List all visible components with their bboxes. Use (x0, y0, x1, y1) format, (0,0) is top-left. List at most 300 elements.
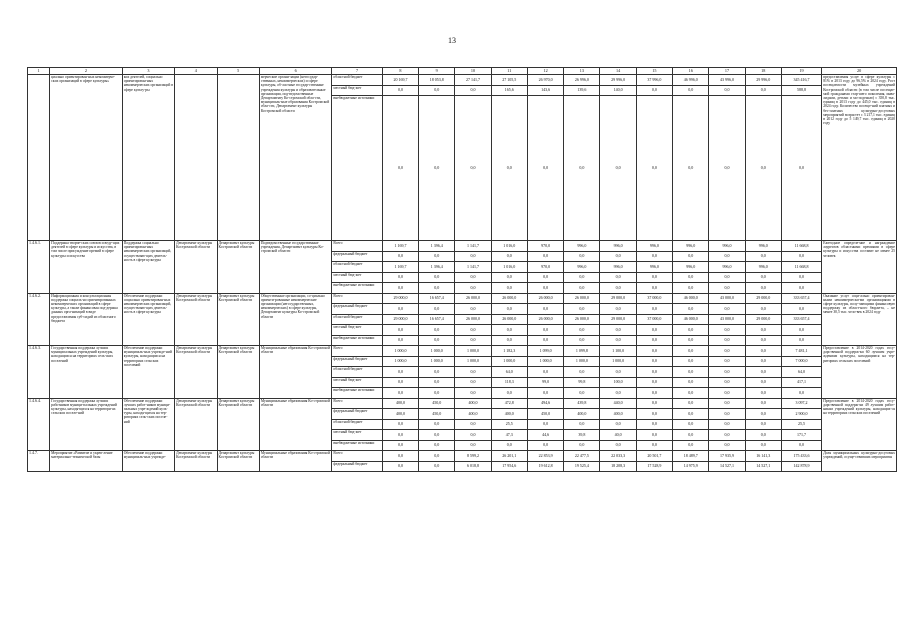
funding-value: 7 000,0 (781, 356, 821, 367)
funding-value: 0,0 (491, 325, 527, 336)
funding-value: 0,0 (709, 325, 745, 336)
funding-value: 0,0 (455, 272, 491, 283)
funding-value: 0,0 (419, 85, 455, 96)
funding-value: 0,0 (527, 388, 563, 399)
funding-value: 0,0 (781, 272, 821, 283)
funding-value: 0,0 (527, 272, 563, 283)
funding-value: 0,0 (600, 440, 636, 451)
funding-value: 0,0 (382, 419, 418, 430)
funding-value: 1 100,0 (600, 346, 636, 357)
funding-value: 22 033,3 (600, 451, 636, 462)
funding-source: Всего (332, 451, 382, 462)
funding-value: 26 000,0 (527, 293, 563, 304)
funding-value: 996,0 (636, 241, 672, 252)
item-method: Поддержка социально ориентирован-ных некоммерческих организаций, осуществляю-щих деятель-ность в сфере культуры (122, 241, 174, 294)
funding-value: 0,0 (600, 335, 636, 346)
funding-value: 0,0 (564, 419, 600, 430)
funding-value: 494,6 (527, 398, 563, 409)
item-coexecutor: Департамент культуры Костромской области (217, 293, 259, 346)
funding-value: 0,0 (527, 283, 563, 294)
funding-value: 0,0 (673, 272, 709, 283)
item-name: Информационная и консультационная поддержка социаль-но ориентированных некоммерческих организаций в сфере культуры, а также финансовая под-держка данных орга-низаций в виде предоставления суб-сидий из областного бюджета (50, 293, 123, 346)
funding-value: 0,0 (781, 325, 821, 336)
funding-value: 0,0 (382, 335, 418, 346)
funding-value: 46 000,0 (673, 293, 709, 304)
funding-value: 46 000,0 (673, 314, 709, 325)
funding-value: 996,0 (745, 241, 781, 252)
funding-value: 0,0 (745, 96, 781, 241)
funding-value: 440,0 (600, 398, 636, 409)
funding-value: 0,0 (636, 377, 672, 388)
funding-value: 0,0 (419, 335, 455, 346)
funding-value: 0,0 (491, 96, 527, 241)
funding-value: 0,0 (382, 251, 418, 262)
funding-value: 0,0 (564, 367, 600, 378)
funding-value: 29 996,0 (600, 75, 636, 86)
funding-value: 0,0 (600, 283, 636, 294)
item-name: Мероприятие «Развитие и укреп-ление материально-технической базы (50, 451, 123, 472)
funding-value: 333 657,4 (781, 314, 821, 325)
funding-row (28, 398, 897, 409)
funding-value: 0,0 (745, 85, 781, 96)
funding-value: 0,0 (709, 251, 745, 262)
funding-value: 996,0 (600, 241, 636, 252)
funding-value: 1 396,4 (419, 262, 455, 273)
item-executor: Департамент культуры Костромской области (175, 293, 217, 346)
funding-value: 1 016,0 (491, 262, 527, 273)
funding-row (28, 346, 897, 357)
funding-source: Всего (332, 398, 382, 409)
funding-value: 29 000,0 (745, 314, 781, 325)
item-executor: Департамент культуры Костромской области (175, 346, 217, 399)
funding-value: 0,0 (600, 367, 636, 378)
funding-source: областной бюджет (332, 314, 382, 325)
funding-source: местный бюд-жет (332, 430, 382, 441)
column-number: 14 (600, 68, 636, 75)
funding-value: 0,0 (564, 272, 600, 283)
column-number: 20 (822, 68, 897, 75)
funding-value: 1 099,0 (527, 346, 563, 357)
funding-value: 0,0 (709, 335, 745, 346)
funding-value: 11 668,8 (781, 241, 821, 252)
funding-value: 0,0 (600, 96, 636, 241)
funding-value: 0,0 (419, 388, 455, 399)
funding-value: 0,0 (527, 335, 563, 346)
funding-value: 43 996,0 (709, 75, 745, 86)
funding-value: 142 878,9 (781, 461, 821, 472)
funding-value: 1 000,0 (382, 346, 418, 357)
column-number: 16 (673, 68, 709, 75)
funding-value: 37 000,0 (636, 293, 672, 304)
funding-value: 0,0 (527, 419, 563, 430)
funding-value: 0,0 (382, 430, 418, 441)
funding-value: 0,0 (419, 377, 455, 388)
funding-value: 0,0 (491, 440, 527, 451)
funding-value: 0,0 (636, 251, 672, 262)
funding-value: 0,0 (745, 398, 781, 409)
funding-value: 1 000,0 (491, 356, 527, 367)
funding-value: 400,0 (455, 409, 491, 420)
funding-value: 0,0 (745, 377, 781, 388)
funding-source: местный бюд-жет (332, 377, 382, 388)
funding-value: 0,0 (781, 304, 821, 315)
funding-value: 0,0 (527, 251, 563, 262)
funding-value: 0,0 (600, 388, 636, 399)
funding-value: 0,0 (673, 96, 709, 241)
funding-value: 0,0 (745, 388, 781, 399)
funding-value: 0,0 (636, 409, 672, 420)
funding-value: 0,0 (636, 388, 672, 399)
funding-value: 450,0 (419, 398, 455, 409)
funding-value: 0,0 (745, 430, 781, 441)
funding-source: федеральный бюджет (332, 356, 382, 367)
column-number: 3 (122, 68, 174, 75)
funding-value: 16 141,3 (745, 451, 781, 462)
funding-value: 0,0 (673, 283, 709, 294)
item-coexecutor: Департамент культуры Костромской области (217, 241, 259, 294)
funding-value: 26 000,0 (491, 293, 527, 304)
column-number-row (28, 68, 897, 75)
column-number: 9 (419, 68, 455, 75)
funding-value: 46 996,0 (673, 75, 709, 86)
funding-value: 99,8 (564, 377, 600, 388)
funding-value: 171,7 (781, 430, 821, 441)
funding-source: внебюджетные источники (332, 440, 382, 451)
funding-value: 1 182,3 (491, 346, 527, 357)
funding-value: 996,0 (600, 262, 636, 273)
funding-value: 0,0 (636, 325, 672, 336)
funding-value: 0,0 (455, 440, 491, 451)
funding-value: 43 000,0 (709, 293, 745, 304)
funding-value: 0,0 (491, 304, 527, 315)
funding-value: 0,0 (382, 96, 418, 241)
item-code (28, 75, 50, 241)
funding-value: 14 527,1 (745, 461, 781, 472)
funding-source: местный бюд-жет (332, 85, 382, 96)
item-participants: мерческие органи-зации (негосудар-ственных, некоммерческих) и сфере культуры, об-ластные государ-ственные учреждения культуры и образовательные организации, под-ведомственные Департаменту Ко-стромской обла-сти, муниципаль-ные образования Костромской обла-сти, Департамент культуры Костромской области (259, 75, 332, 241)
funding-value: 0,0 (527, 96, 563, 241)
funding-value: 996,0 (673, 262, 709, 273)
item-executor: Департамент культуры Костромской области (175, 451, 217, 472)
item-executor: Департамент культуры Костромской области (175, 398, 217, 451)
funding-source: Всего (332, 346, 382, 357)
column-number: 12 (527, 68, 563, 75)
funding-value: 0,0 (455, 367, 491, 378)
funding-value: 400,0 (382, 409, 418, 420)
funding-value: 17 954,6 (491, 461, 527, 472)
funding-value: 0,0 (564, 388, 600, 399)
funding-value: 0,0 (745, 325, 781, 336)
funding-value: 0,0 (781, 283, 821, 294)
funding-value: 143,6 (527, 85, 563, 96)
funding-value: 0,0 (709, 346, 745, 357)
funding-value: 0,0 (382, 377, 418, 388)
funding-value: 0,0 (636, 346, 672, 357)
funding-value: 0,0 (673, 251, 709, 262)
funding-value: 0,0 (600, 304, 636, 315)
funding-value: 26 000,0 (564, 293, 600, 304)
funding-source: областной бюджет (332, 262, 382, 273)
expected-result: Предоставление в 2014-2020 годах госу-дарственной поддерж-ки 60 лучшим учре-ждениям культуры, находящимся на тер-риториях сельских поселений (822, 346, 897, 399)
funding-value: 0,0 (781, 96, 821, 241)
funding-value: 1 000,0 (564, 356, 600, 367)
funding-value: 17 935,9 (709, 451, 745, 462)
funding-value: 18 053,8 (419, 75, 455, 86)
funding-value: 0,0 (636, 272, 672, 283)
funding-value: 1 000,0 (419, 346, 455, 357)
funding-value: 0,0 (564, 304, 600, 315)
funding-value: 0,0 (564, 325, 600, 336)
funding-value: 0,0 (745, 251, 781, 262)
funding-source: Всего (332, 293, 382, 304)
expected-result: Ежегодное определе-ние и награждение лауреатов областными премиями в сфере культуры и искусства составит не менее 25 человек (822, 241, 897, 294)
funding-value: 0,0 (673, 85, 709, 96)
funding-source: внебюджетные источники (332, 388, 382, 399)
funding-value: 100,0 (600, 377, 636, 388)
funding-value: 0,0 (673, 419, 709, 430)
item-code: 1.4.7. (28, 451, 50, 472)
funding-value: 0,0 (709, 272, 745, 283)
funding-value: 0,0 (745, 440, 781, 451)
funding-value: 0,0 (600, 272, 636, 283)
funding-value: 0,0 (745, 346, 781, 357)
item-participants: Общественные организации, со-циально ориенти-рованные некоммерческие организации (негосударственных, некоммерческих) в сфере культуры, Департамент культуры Ко-стромской области (259, 293, 332, 346)
column-number: 13 (564, 68, 600, 75)
funding-value: 29 000,0 (600, 314, 636, 325)
expected-result: Доля муниципальных культурно-досуговых учреждений, осуще-ствивших мероприятия (822, 451, 897, 472)
funding-value: 400,0 (382, 398, 418, 409)
funding-value: 0,0 (745, 419, 781, 430)
column-number: 19 (781, 68, 821, 75)
column-number: 7 (332, 68, 382, 75)
funding-value: 26 000,0 (564, 314, 600, 325)
funding-value: 29 000,0 (745, 293, 781, 304)
item-coexecutor (217, 75, 259, 241)
funding-value: 0,0 (745, 367, 781, 378)
funding-value: 64,0 (781, 367, 821, 378)
funding-value: 0,0 (527, 440, 563, 451)
funding-value: 40,0 (600, 430, 636, 441)
funding-value: 39,8 (564, 430, 600, 441)
funding-value: 1 016,0 (491, 241, 527, 252)
funding-value: 0,0 (636, 430, 672, 441)
item-method: Обеспечение поддержки муниципаль-ных учрежде-ний культуры, находящихся на территориях сельских поселений (122, 346, 174, 399)
funding-value: 996,0 (745, 262, 781, 273)
funding-value: 450,0 (419, 409, 455, 420)
column-number: 17 (709, 68, 745, 75)
funding-value: 0,0 (419, 367, 455, 378)
funding-value: 472,8 (491, 398, 527, 409)
column-number: 5 (217, 68, 259, 75)
funding-value: 1 000,0 (527, 356, 563, 367)
funding-value: 2 900,0 (781, 409, 821, 420)
program-table (27, 67, 897, 472)
funding-value: 588,8 (781, 85, 821, 96)
funding-value: 16 657,4 (419, 314, 455, 325)
funding-source: областной бюджет (332, 419, 382, 430)
funding-value: 99,0 (527, 377, 563, 388)
funding-value: 1 169,7 (382, 262, 418, 273)
funding-value: 0,0 (419, 461, 455, 472)
funding-value: 0,0 (709, 419, 745, 430)
funding-value: 0,0 (745, 356, 781, 367)
funding-value: 0,0 (673, 388, 709, 399)
funding-value: 996,0 (564, 241, 600, 252)
funding-value: 26 201,1 (491, 451, 527, 462)
funding-value: 0,0 (382, 272, 418, 283)
funding-value: 0,0 (455, 283, 491, 294)
funding-source: внебюджетные источники (332, 283, 382, 294)
funding-value: 0,0 (745, 409, 781, 420)
funding-value: 0,0 (709, 283, 745, 294)
funding-value: 0,0 (419, 451, 455, 462)
item-method: ких деятелей, социально ориентирован-ных некоммерческих организаций в сфере культу-ры (122, 75, 174, 241)
funding-value: 20 501,7 (636, 451, 672, 462)
funding-value: 0,0 (419, 419, 455, 430)
funding-value: 64,0 (491, 367, 527, 378)
funding-value: 165,6 (491, 85, 527, 96)
funding-value: 0,0 (382, 85, 418, 96)
funding-value: 37 000,0 (636, 314, 672, 325)
funding-value: 0,0 (419, 304, 455, 315)
funding-value: 0,0 (709, 440, 745, 451)
funding-value: 333 657,4 (781, 293, 821, 304)
funding-value: 0,0 (709, 409, 745, 420)
page-number: 13 (448, 36, 456, 45)
funding-value: 0,0 (781, 440, 821, 451)
item-method: Обеспечение поддержки муниципаль-ных учрежде- (122, 451, 174, 472)
funding-source: областной бюджет (332, 367, 382, 378)
funding-value: 0,0 (382, 283, 418, 294)
funding-source: местный бюд-жет (332, 272, 382, 283)
funding-value: 6 018,8 (455, 461, 491, 472)
funding-value: 47,3 (491, 430, 527, 441)
funding-value: 0,0 (636, 283, 672, 294)
funding-source: федеральный бюджет (332, 251, 382, 262)
item-participants: Муниципальные образования Ко-стромской области (259, 451, 332, 472)
column-number: 1 (28, 68, 50, 75)
funding-value: 22 853,9 (527, 451, 563, 462)
funding-value: 0,0 (382, 461, 418, 472)
funding-value: 8 599,2 (455, 451, 491, 462)
funding-value: 400,0 (491, 409, 527, 420)
column-number: 2 (50, 68, 123, 75)
funding-value: 0,0 (709, 96, 745, 241)
funding-value: 1 000,0 (600, 356, 636, 367)
funding-value: 417,1 (781, 377, 821, 388)
funding-source: местный бюд-жет (332, 325, 382, 336)
funding-value: 0,0 (382, 325, 418, 336)
funding-value: 16 657,4 (419, 293, 455, 304)
funding-value: 0,0 (491, 283, 527, 294)
funding-value: 0,0 (673, 325, 709, 336)
funding-value: 139,6 (564, 85, 600, 96)
funding-value: 0,0 (419, 430, 455, 441)
funding-value: 0,0 (491, 335, 527, 346)
funding-value: 0,0 (382, 388, 418, 399)
item-participants: Муниципальные образования Ко-стромской области (259, 346, 332, 399)
funding-value: 0,0 (564, 251, 600, 262)
funding-value: 43 000,0 (709, 314, 745, 325)
funding-value: 0,0 (527, 304, 563, 315)
funding-value: 0,0 (600, 251, 636, 262)
funding-value: 19 612,8 (527, 461, 563, 472)
funding-value: 0,0 (455, 85, 491, 96)
funding-value: 3 097,2 (781, 398, 821, 409)
item-method: Обеспечение поддержки социально ориентирован-ных некоммерческих организаций, осуществляю-щих деятель-ность в сфере культуры (122, 293, 174, 346)
funding-value: 0,0 (382, 440, 418, 451)
funding-value: 0,0 (673, 356, 709, 367)
funding-value: 11 668,8 (781, 262, 821, 273)
funding-value: 14 975,9 (673, 461, 709, 472)
funding-value: 0,0 (636, 440, 672, 451)
funding-value: 0,0 (709, 85, 745, 96)
funding-value: 29 000,0 (382, 314, 418, 325)
item-code: 1.4.6.3. (28, 346, 50, 399)
funding-value: 29 996,0 (745, 75, 781, 86)
funding-value: 7 481,1 (781, 346, 821, 357)
funding-value: 22 477,5 (564, 451, 600, 462)
funding-value: 0,0 (455, 96, 491, 241)
funding-value: 0,0 (382, 451, 418, 462)
funding-value: 0,0 (455, 325, 491, 336)
funding-value: 0,0 (455, 335, 491, 346)
funding-value: 0,0 (527, 367, 563, 378)
funding-source: областной бюджет (332, 75, 382, 86)
funding-value: 0,0 (636, 96, 672, 241)
funding-value: 996,0 (709, 262, 745, 273)
funding-value: 0,0 (419, 325, 455, 336)
funding-value: 0,0 (636, 367, 672, 378)
column-number: 18 (745, 68, 781, 75)
funding-value: 0,0 (673, 409, 709, 420)
item-participants: Подведомственные государственные учреждения, Департамент культуры Ко-стромской области (259, 241, 332, 294)
funding-value: 29 000,0 (600, 293, 636, 304)
funding-value: 0,0 (455, 251, 491, 262)
funding-source: федеральный бюджет (332, 461, 382, 472)
funding-value: 14 527,1 (709, 461, 745, 472)
funding-value: 0,0 (455, 304, 491, 315)
funding-value: 118,3 (491, 377, 527, 388)
funding-value: 18 489,7 (673, 451, 709, 462)
column-number: 6 (259, 68, 332, 75)
funding-value: 0,0 (673, 398, 709, 409)
funding-value: 0,0 (673, 304, 709, 315)
funding-value: 26 000,0 (455, 293, 491, 304)
funding-value: 0,0 (673, 367, 709, 378)
funding-value: 400,0 (564, 409, 600, 420)
funding-value: 0,0 (673, 430, 709, 441)
funding-value: 0,0 (636, 304, 672, 315)
funding-value: 0,0 (709, 377, 745, 388)
funding-value: 0,0 (636, 356, 672, 367)
item-code: 1.4.6.1. (28, 241, 50, 294)
funding-value: 18 208,3 (600, 461, 636, 472)
funding-value: 0,0 (455, 388, 491, 399)
column-number: 4 (175, 68, 217, 75)
funding-value: 970,0 (527, 241, 563, 252)
funding-value: 0,0 (636, 335, 672, 346)
funding-value: 27 141,7 (455, 75, 491, 86)
funding-value: 0,0 (709, 304, 745, 315)
funding-value: 37 996,0 (636, 75, 672, 86)
funding-value: 0,0 (419, 251, 455, 262)
funding-value: 0,0 (382, 304, 418, 315)
funding-source: федеральный бюджет (332, 409, 382, 420)
funding-value: 996,0 (636, 262, 672, 273)
funding-value: 0,0 (419, 272, 455, 283)
funding-value: 0,0 (781, 388, 821, 399)
